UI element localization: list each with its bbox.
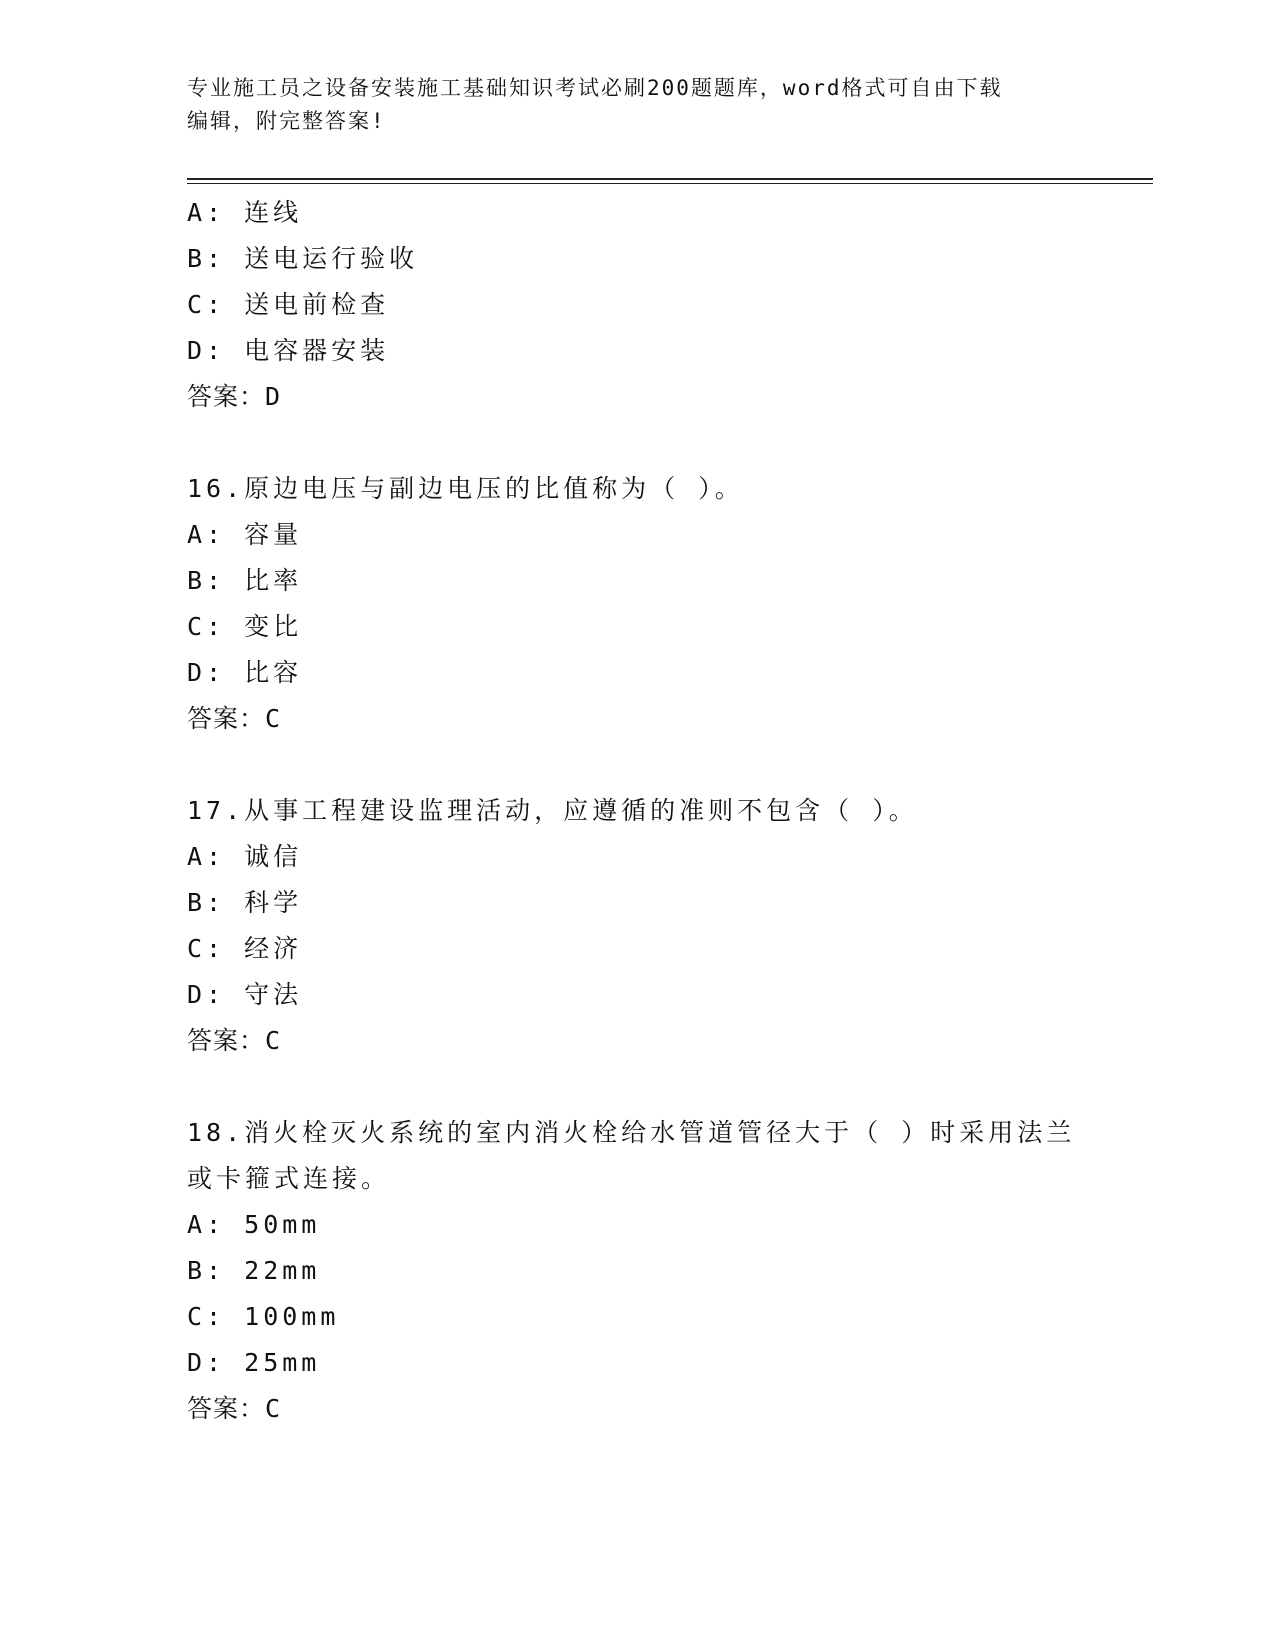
answer-value: C — [265, 1394, 282, 1423]
answer-label: 答案： — [187, 704, 266, 733]
q18-stem-line2: 或卡箍式连接。 — [187, 1164, 391, 1193]
document-header — [187, 72, 1067, 138]
q16-stem: 16.原边电压与副边电压的比值称为（ ）。 — [187, 474, 744, 503]
q17-option-a: A: 诚信 — [187, 842, 303, 871]
q17-option-c: C: 经济 — [187, 934, 303, 963]
q18-option-c: C: 100mm — [187, 1302, 340, 1331]
q15-option-a: A: 连线 — [187, 198, 303, 227]
q18-option-b: B: 22mm — [187, 1256, 321, 1285]
q15-answer — [187, 381, 281, 413]
q18-option-d: D: 25mm — [187, 1348, 321, 1377]
q17-answer — [187, 1025, 281, 1057]
answer-label: 答案： — [187, 1394, 266, 1423]
q17-option-b: B: 科学 — [187, 888, 303, 917]
q16-answer — [187, 703, 281, 735]
answer-label: 答案： — [187, 382, 266, 411]
q16-option-a: A: 容量 — [187, 520, 303, 549]
q16-option-d: D: 比容 — [187, 658, 303, 687]
q17-option-d: D: 守法 — [187, 980, 303, 1009]
header-title-line2: 编辑，附完整答案! — [187, 109, 386, 133]
header-title-line1: 专业施工员之设备安装施工基础知识考试必刷200题题库，word格式可自由下载 — [187, 76, 1003, 100]
q15-option-c: C: 送电前检查 — [187, 290, 390, 319]
header-divider-thin — [187, 183, 1153, 184]
q18-answer — [187, 1393, 281, 1425]
answer-label: 答案： — [187, 1026, 266, 1055]
answer-value: C — [265, 1026, 282, 1055]
answer-value: D — [265, 382, 282, 411]
q16-option-b: B: 比率 — [187, 566, 303, 595]
q18-option-a: A: 50mm — [187, 1210, 321, 1239]
q15-option-b: B: 送电运行验收 — [187, 244, 419, 273]
q18-stem-line1: 18.消火栓灭火系统的室内消火栓给水管道管径大于（ ）时采用法兰 — [187, 1118, 1076, 1147]
q15-option-d: D: 电容器安装 — [187, 336, 390, 365]
answer-value: C — [265, 704, 282, 733]
header-divider-thick — [187, 178, 1153, 180]
q17-stem: 17.从事工程建设监理活动，应遵循的准则不包含（ ）。 — [187, 796, 918, 825]
q16-option-c: C: 变比 — [187, 612, 303, 641]
